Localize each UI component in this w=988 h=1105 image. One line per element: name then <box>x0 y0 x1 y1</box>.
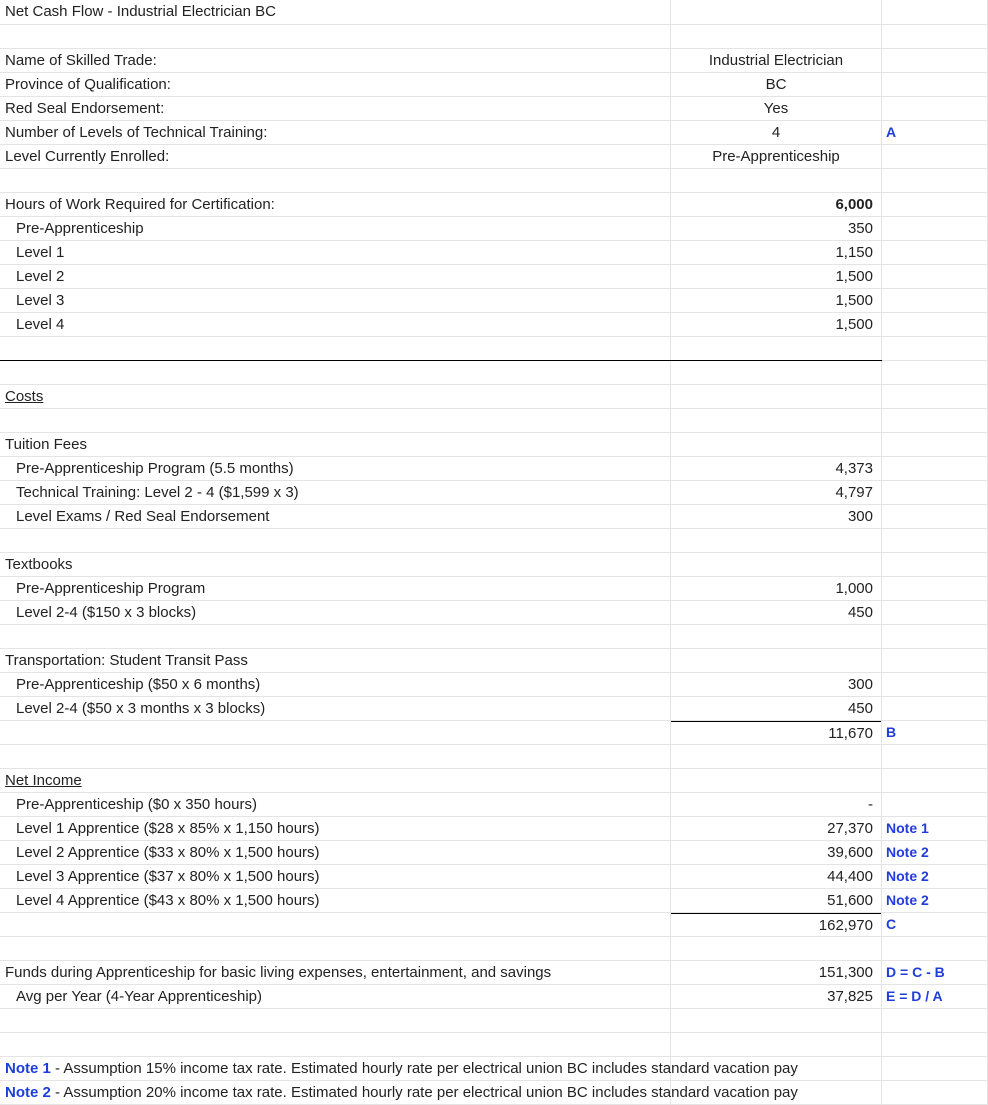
income-row[interactable] <box>0 817 988 841</box>
hours-item-label: Pre-Apprenticeship <box>16 220 144 237</box>
note-reference: Note 1 <box>886 820 929 836</box>
profile-row-levels[interactable] <box>0 121 988 145</box>
blank-row[interactable] <box>0 361 988 385</box>
hours-item-value: 1,500 <box>835 292 873 309</box>
tuition-item-value: 4,373 <box>835 460 873 477</box>
hours-total: 6,000 <box>835 196 873 213</box>
note-reference: Note 2 <box>886 868 929 884</box>
costs-total: 11,670 <box>671 721 881 744</box>
note-key: Note 1 <box>5 1060 51 1077</box>
profile-label: Number of Levels of Technical Training: <box>5 124 268 141</box>
income-item-value: - <box>868 796 873 813</box>
profile-label: Province of Qualification: <box>5 76 171 93</box>
hours-row[interactable] <box>0 241 988 265</box>
note-reference: Note 2 <box>886 844 929 860</box>
blank-row[interactable] <box>0 529 988 553</box>
funds-value: 151,300 <box>818 964 873 981</box>
hours-item-value: 1,500 <box>835 316 873 333</box>
avg-row[interactable] <box>0 985 988 1009</box>
textbooks-heading: Textbooks <box>5 556 73 573</box>
profile-value: Yes <box>763 100 789 117</box>
profile-label: Red Seal Endorsement: <box>5 100 165 117</box>
profile-row-trade[interactable] <box>0 49 988 73</box>
income-heading: Net Income <box>5 772 82 789</box>
income-item-value: 51,600 <box>827 892 873 909</box>
blank-row[interactable] <box>0 337 988 361</box>
textbooks-item-value: 1,000 <box>835 580 873 597</box>
transport-item-value: 300 <box>847 676 873 693</box>
income-item-value: 44,400 <box>827 868 873 885</box>
income-row[interactable] <box>0 793 988 817</box>
blank-row[interactable] <box>0 169 988 193</box>
hours-item-label: Level 1 <box>16 244 65 261</box>
hours-total-row[interactable] <box>0 193 988 217</box>
transport-row[interactable] <box>0 697 988 721</box>
tuition-heading-row[interactable] <box>0 433 988 457</box>
transport-item-label: Pre-Apprenticeship ($50 x 6 months) <box>16 676 261 693</box>
tuition-item-value: 4,797 <box>835 484 873 501</box>
costs-total-row[interactable] <box>0 721 988 745</box>
profile-value: Industrial Electrician <box>708 52 844 69</box>
note-row[interactable] <box>0 1081 988 1105</box>
textbooks-item-value: 450 <box>847 604 873 621</box>
income-row[interactable] <box>0 889 988 913</box>
hours-row[interactable] <box>0 289 988 313</box>
income-item-label: Level 3 Apprentice ($37 x 80% x 1,500 hours) <box>16 868 320 885</box>
avg-value: 37,825 <box>827 988 873 1005</box>
tuition-row[interactable] <box>0 481 988 505</box>
income-item-label: Level 1 Apprentice ($28 x 85% x 1,150 hours) <box>16 820 320 837</box>
tuition-row[interactable] <box>0 505 988 529</box>
note-text <box>0 1057 880 1080</box>
income-item-value: 39,600 <box>827 844 873 861</box>
transport-row[interactable] <box>0 673 988 697</box>
profile-row-enrolled[interactable] <box>0 145 988 169</box>
costs-heading: Costs <box>5 388 44 405</box>
hours-item-label: Level 4 <box>16 316 65 333</box>
note-text <box>0 1081 880 1104</box>
blank-row[interactable] <box>0 625 988 649</box>
costs-heading-row[interactable] <box>0 385 988 409</box>
profile-row-red-seal[interactable] <box>0 97 988 121</box>
income-total-row[interactable] <box>0 913 988 937</box>
formula-tag: D = C - B <box>886 964 945 980</box>
transport-item-value: 450 <box>847 700 873 717</box>
profile-value: Pre-Apprenticeship <box>712 148 840 165</box>
hours-item-value: 1,500 <box>835 268 873 285</box>
hours-item-value: 1,150 <box>835 244 873 261</box>
reference-tag: B <box>886 724 897 740</box>
note-body: - Assumption 20% income tax rate. Estimated hourly rate per electrical union BC includes standard vacation pay <box>50 1084 798 1101</box>
income-item-value: 27,370 <box>827 820 873 837</box>
sheet-title: Net Cash Flow - Industrial Electrician BC <box>5 3 276 20</box>
income-row[interactable] <box>0 865 988 889</box>
tuition-item-label: Technical Training: Level 2 - 4 ($1,599 x 3) <box>16 484 299 501</box>
funds-label: Funds during Apprenticeship for basic living expenses, entertainment, and savings <box>5 964 552 981</box>
textbooks-row[interactable] <box>0 601 988 625</box>
hours-row[interactable] <box>0 313 988 337</box>
blank-row[interactable] <box>0 1009 988 1033</box>
income-item-label: Pre-Apprenticeship ($0 x 350 hours) <box>16 796 257 813</box>
title-row[interactable] <box>0 0 988 25</box>
note-row[interactable] <box>0 1057 988 1081</box>
profile-value: 4 <box>771 124 781 141</box>
hours-item-value: 350 <box>847 220 873 237</box>
income-row[interactable] <box>0 841 988 865</box>
blank-row[interactable] <box>0 937 988 961</box>
tuition-heading: Tuition Fees <box>5 436 87 453</box>
reference-tag: A <box>886 124 897 140</box>
tuition-item-value: 300 <box>847 508 873 525</box>
hours-item-label: Level 2 <box>16 268 65 285</box>
income-heading-row[interactable] <box>0 769 988 793</box>
blank-row[interactable] <box>0 745 988 769</box>
textbooks-item-label: Pre-Apprenticeship Program <box>16 580 206 597</box>
income-item-label: Level 2 Apprentice ($33 x 80% x 1,500 hours) <box>16 844 320 861</box>
transport-heading-row[interactable] <box>0 649 988 673</box>
hours-label: Hours of Work Required for Certification: <box>5 196 275 213</box>
profile-value: BC <box>765 76 787 93</box>
profile-row-province[interactable] <box>0 73 988 97</box>
income-item-label: Level 4 Apprentice ($43 x 80% x 1,500 hours) <box>16 892 320 909</box>
note-body: - Assumption 15% income tax rate. Estimated hourly rate per electrical union BC includes standard vacation pay <box>50 1060 798 1077</box>
note-key: Note 2 <box>5 1084 51 1101</box>
profile-label: Level Currently Enrolled: <box>5 148 170 165</box>
tuition-item-label: Level Exams / Red Seal Endorsement <box>16 508 270 525</box>
hours-row[interactable] <box>0 265 988 289</box>
income-total: 162,970 <box>671 913 881 936</box>
textbooks-heading-row[interactable] <box>0 553 988 577</box>
note-reference: Note 2 <box>886 892 929 908</box>
avg-label: Avg per Year (4-Year Apprenticeship) <box>16 988 262 1005</box>
formula-tag: E = D / A <box>886 988 943 1004</box>
blank-row[interactable] <box>0 25 988 49</box>
tuition-row[interactable] <box>0 457 988 481</box>
reference-tag: C <box>886 916 897 932</box>
textbooks-row[interactable] <box>0 577 988 601</box>
transport-item-label: Level 2-4 ($50 x 3 months x 3 blocks) <box>16 700 266 717</box>
hours-row[interactable] <box>0 217 988 241</box>
transport-heading: Transportation: Student Transit Pass <box>5 652 248 669</box>
profile-label: Name of Skilled Trade: <box>5 52 157 69</box>
tuition-item-label: Pre-Apprenticeship Program (5.5 months) <box>16 460 294 477</box>
textbooks-item-label: Level 2-4 ($150 x 3 blocks) <box>16 604 197 621</box>
hours-item-label: Level 3 <box>16 292 65 309</box>
blank-row[interactable] <box>0 1033 988 1057</box>
blank-row[interactable] <box>0 409 988 433</box>
funds-row[interactable] <box>0 961 988 985</box>
